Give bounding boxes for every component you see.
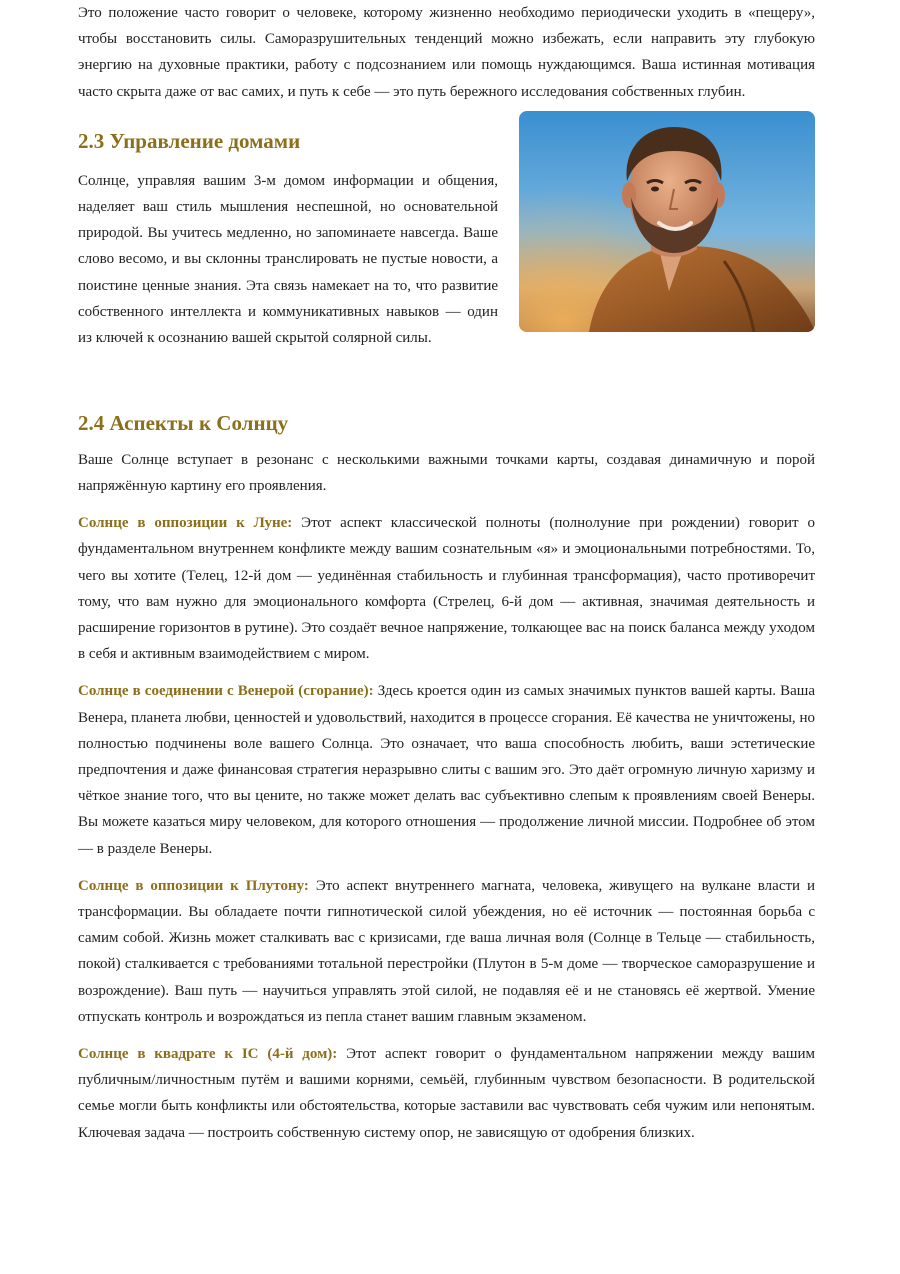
portrait-photo-icon [519,111,815,332]
section-heading-aspects: 2.4 Аспекты к Солнцу [78,410,289,435]
section-aspects [78,409,815,1146]
aspect-title: Солнце в оппозиции к Луне: [78,515,293,532]
aspect-paragraph [78,678,815,861]
aspect-text: Это аспект внутреннего магната, человека, живущего на вулкане власти и трансформации. Вы обладаете почти гипнотической силой убеждения, но её источник — постоянная борьба с самим собой. Жизнь может сталкивать вас с кризисами, где ваша личная воля (Солнце в Тельце — стабильность, покой) сталкивается с требованиями тотальной перестройки (Плутон в 5-м доме — творческое саморазрушение и возрождение). Ваш путь — научиться управлять этой силой, не подавляя её и не становясь её жертвой. Умение отпускать контроль и возрождаться из пепла станет вашим главным экзаменом. [78,877,815,1025]
aspects-intro-paragraph: Ваше Солнце вступает в резонанс с несколькими важными точками карты, создавая динамичную и порой напряжённую картину его проявления. [78,451,815,495]
section-heading-houses: 2.3 Управление домами [78,128,301,153]
aspect-title: Солнце в квадрате к IC (4-й дом): [78,1046,338,1063]
aspect-text: Здесь кроется один из самых значимых пунктов вашей карты. Ваша Венера, планета любви, ценностей и удовольствий, находится в процессе сгорания. Её качества не уничтожены, но полностью подчинены воле вашего Солнца. Это означает, что ваша способность любить, ваши эстетические предпочтения и даже финансовая стратегия неразрывно слиты с вашим эго. Это даёт огромную личную харизму и чёткое знание того, что вы цените, но также может делать вас субъективно слепым к проявлениям своей Венеры. Вы можете казаться миру человеком, для которого отношения — продолжение личной миссии. Подробнее об этом — в разделе Венеры. [78,683,815,857]
aspect-paragraph [78,873,815,1030]
aspect-text: Этот аспект говорит о фундаментальном напряжении между вашим публичным/личностным путём и вашими корнями, семьёй, глубинным чувством безопасности. В родительской семье могли быть конфликты или обстоятельства, которые заставили вас чувствовать себя чужим или непонятым. Ключевая задача — построить собственную систему опор, не зависящую от одобрения близких. [78,1046,815,1141]
intro-paragraph: Это положение часто говорит о человеке, которому жизненно необходимо периодически уходить в «пещеру», чтобы восстановить силы. Саморазрушительных тенденций можно избежать, если направить эту глубокую энергию на духовные практики, работу с подсознанием или помощь нуждающимся. Ваша истинная мотивация часто скрыта даже от вас самих, и путь к себе — это путь бережного исследования собственных глубин. [78,5,815,100]
aspect-text: Этот аспект классической полноты (полнолуние при рождении) говорит о фундаментальном внутреннем конфликте между вашим сознательным «я» и эмоциональными потребностями. То, чего вы хотите (Телец, 12-й дом — уединённая стабильность и глубинная трансформация), часто противоречит тому, что вам нужно для эмоционального комфорта (Стрелец, 6-й дом — активная, значимая деятельность и расширение горизонтов в рутине). Это создаёт вечное напряжение, толкающее вас на поиск баланса между уходом в себя и активным взаимодействием с миром. [78,515,815,663]
aspect-title: Солнце в соединении с Венерой (сгорание): [78,683,374,700]
aspect-title: Солнце в оппозиции к Плутону: [78,877,309,894]
document-page [78,0,815,1157]
houses-paragraph: Солнце, управляя вашим 3-м домом информации и общения, наделяет ваш стиль мышления неспешной, но основательной природой. Вы учитесь медленно, но запоминаете навсегда. Ваше слово весомо, и вы склонны транслировать не пустые новости, а поистине ценные знания. Эта связь намекает на то, что развитие собственного интеллекта и коммуникативных навыков — один из ключей к осознанию вашей скрытой солярной силы. [78,172,498,347]
aspect-paragraph [78,1041,815,1146]
section-houses [78,127,815,389]
aspect-paragraph [78,510,815,667]
